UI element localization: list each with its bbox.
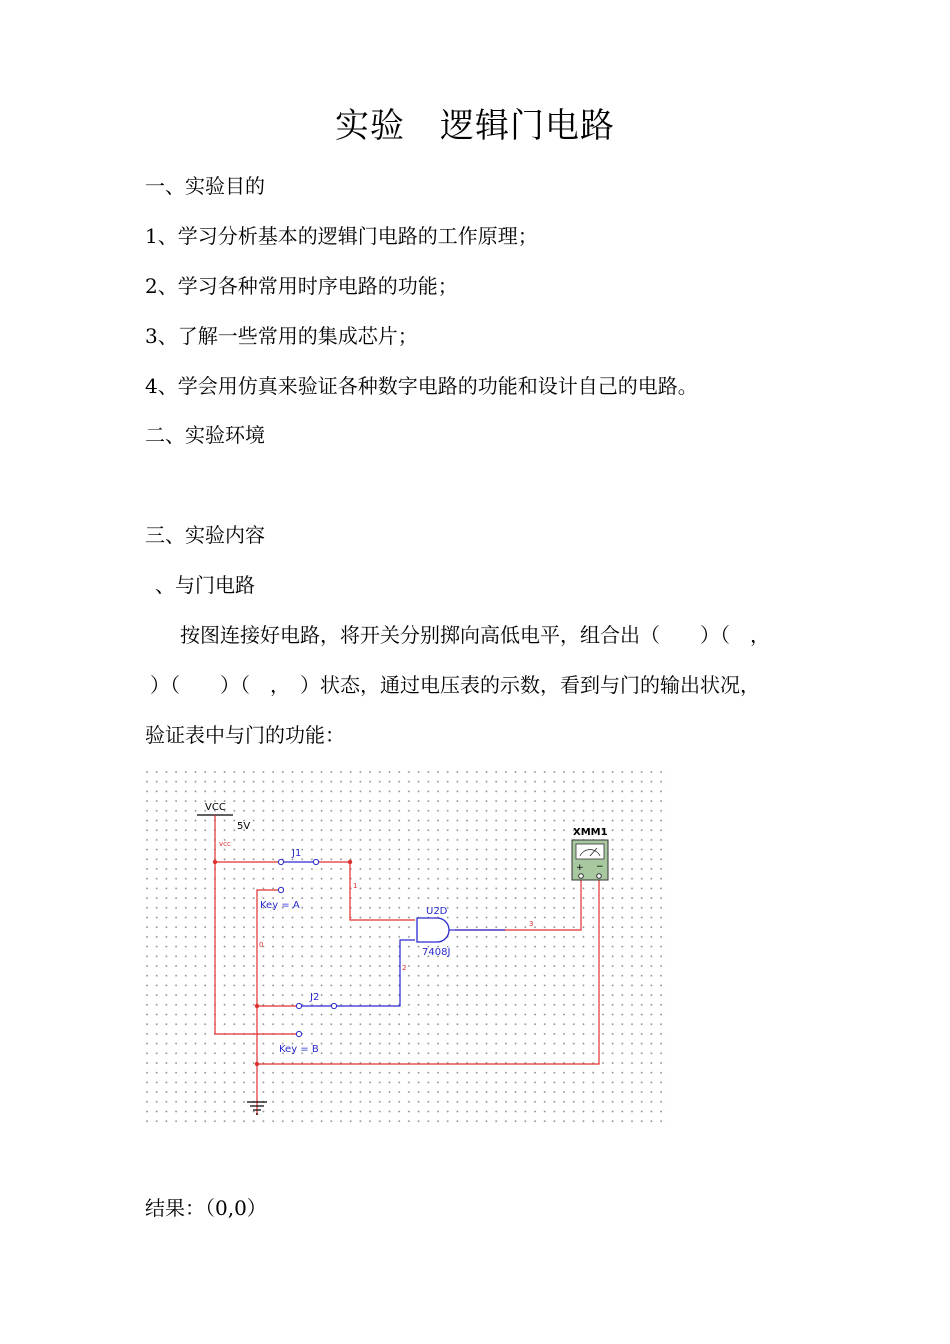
switch-j2-label: J2 bbox=[310, 992, 320, 1003]
section-heading-environment: 二、实验环境 bbox=[145, 423, 265, 447]
net-label-3: 3 bbox=[529, 920, 534, 928]
key-b-label: Key = B bbox=[279, 1044, 319, 1055]
vcc-net-label: vcc bbox=[219, 840, 231, 848]
paragraph-line-1: 按图连接好电路，将开关分别掷向高低电平，组合出（ ）（ ， bbox=[180, 623, 770, 647]
switch-j1-label: J1 bbox=[292, 848, 302, 859]
svg-text:+: + bbox=[576, 863, 584, 873]
schematic-grid bbox=[145, 770, 670, 1125]
key-a-label: Key = A bbox=[260, 900, 300, 911]
section-heading-content: 三、实验内容 bbox=[145, 523, 265, 547]
gate-part-label: 7408J bbox=[422, 947, 451, 958]
multimeter-xmm1 bbox=[572, 827, 608, 880]
paragraph-line-2: ）（ ）（ ， ）状态，通过电压表的示数，看到与门的输出状况， bbox=[150, 673, 760, 697]
section-heading-objectives: 一、实验目的 bbox=[145, 174, 265, 198]
objective-item-1: 1、学习分析基本的逻辑门电路的工作原理； bbox=[145, 224, 538, 248]
paragraph-line-3: 验证表中与门的功能： bbox=[145, 723, 345, 747]
vcc-label: VCC bbox=[205, 802, 226, 813]
objective-item-3: 3、了解一些常用的集成芯片； bbox=[145, 324, 418, 348]
gate-ref-label: U2D bbox=[426, 906, 448, 917]
net-label-0: 0 bbox=[259, 941, 264, 949]
net-label-1: 1 bbox=[353, 882, 358, 890]
meter-label: XMM1 bbox=[573, 827, 608, 838]
subsection-and-gate: 、与门电路 bbox=[155, 573, 255, 597]
and-gate-circuit-diagram bbox=[145, 770, 670, 1125]
vcc-voltage: 5V bbox=[237, 821, 251, 832]
svg-text:−: − bbox=[596, 862, 604, 872]
objective-item-4: 4、学会用仿真来验证各种数字电路的功能和设计自己的电路。 bbox=[145, 374, 698, 398]
page-title: 实验 逻辑门电路 bbox=[335, 106, 615, 146]
net-label-2: 2 bbox=[402, 964, 407, 972]
result-line: 结果：（0,0） bbox=[145, 1196, 267, 1220]
objective-item-2: 2、学习各种常用时序电路的功能； bbox=[145, 274, 458, 298]
